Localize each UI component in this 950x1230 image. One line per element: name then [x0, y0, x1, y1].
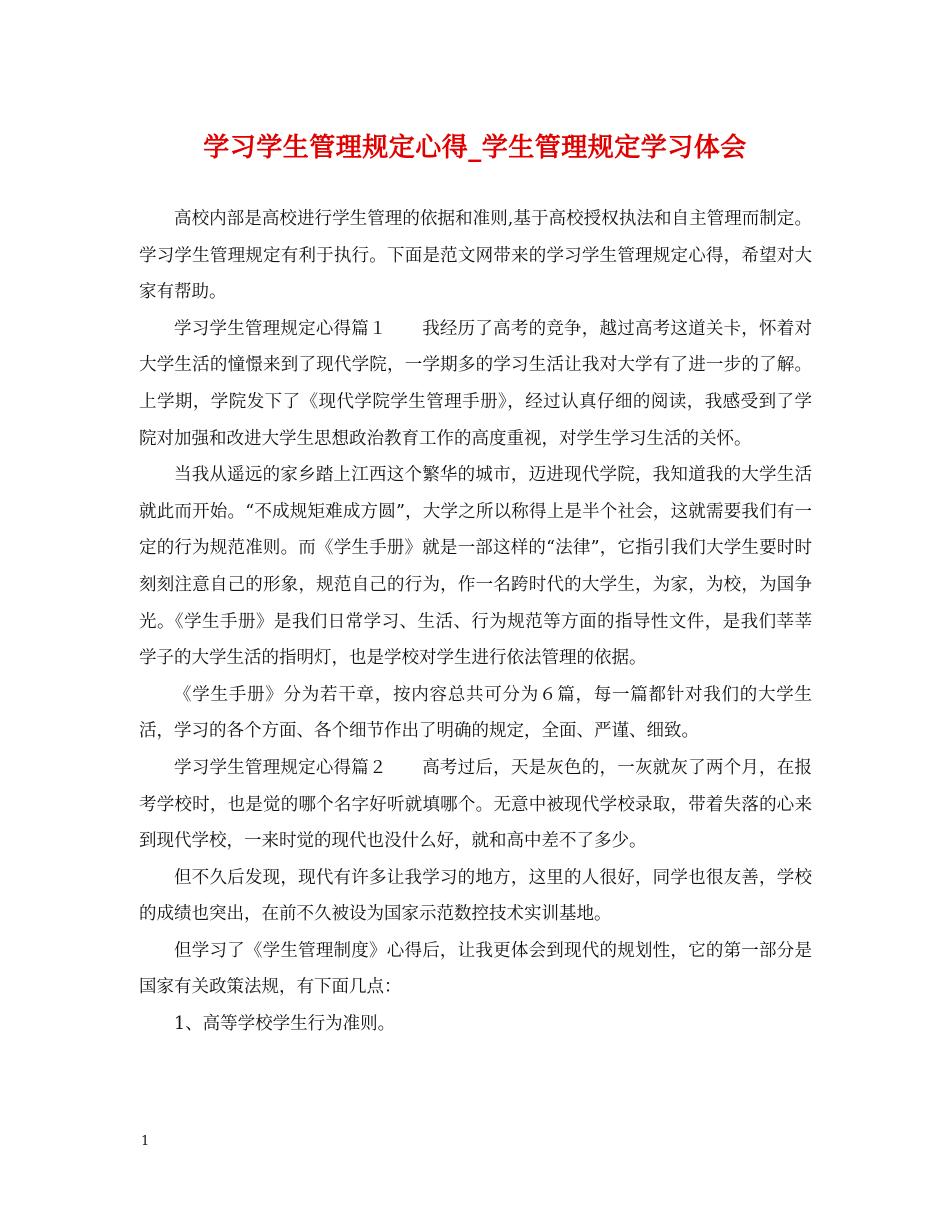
paragraph-essay-2-start: 学习学生管理规定心得篇２ 高考过后，天是灰色的，一灰就灰了两个月，在报考学校时，也是觉的哪个名字好听就填哪个。无意中被现代学校录取，带着失落的心来到现代学校，一来时觉的现代也没什么好，就和高中差不了多少。 — [139, 757, 812, 852]
paragraph-intro: 高校内部是高校进行学生管理的依据和准则,基于高校授权执法和自主管理而制定。学习学生管理规定有利于执行。下面是范文网带来的学习学生管理规定心得，希望对大家有帮助。 — [139, 209, 812, 303]
document-body — [139, 201, 812, 1043]
paragraph-discovery: 但不久后发现，现代有许多让我学习的地方，这里的人很好，同学也很友善，学校的成绩也突出，在前不久被设为国家示范数控技术实训基地。 — [139, 867, 812, 925]
document-title: 学习学生管理规定心得_学生管理规定学习体会 — [203, 133, 747, 163]
paragraph-essay-1-start: 学习学生管理规定心得篇１ 我经历了高考的竞争，越过高考这道关卡，怀着对大学生活的憧憬来到了现代学院，一学期多的学习生活让我对大学有了进一步的了解。上学期，学院发下了《现代学院学生管理手册》，经过认真仔细的阅读，我感受到了学院对加强和改进大学生思想政治教育工作的高度重视，对学生学习生活的关怀。 — [139, 318, 812, 449]
paragraph-regulations: 但学习了《学生管理制度》心得后，让我更体会到现代的规划性，它的第一部分是国家有关政策法规，有下面几点： — [139, 940, 812, 998]
paragraph-student-handbook: 当我从遥远的家乡踏上江西这个繁华的城市，迈进现代学院，我知道我的大学生活就此而开始。“不成规矩难成方圆”，大学之所以称得上是半个社会，这就需要我们有一定的行为规范准则。而《学生手册》就是一部这样的“法律”，它指引我们大学生要时时刻刻注意自己的形象，规范自己的行为，作一名跨时代的大学生，为家，为校，为国争光。《学生手册》是我们日常学习、生活、行为规范等方面的指导性文件，是我们莘莘学子的大学生活的指明灯，也是学校对学生进行依法管理的依据。 — [139, 465, 812, 669]
paragraph-handbook-chapters: 《学生手册》分为若干章，按内容总共可分为６篇，每一篇都针对我们的大学生活，学习的各个方面、各个细节作出了明确的规定，全面、严谨、细致。 — [139, 684, 812, 742]
page-number: 1 — [141, 1134, 150, 1149]
paragraph-list-item-1: 1、高等学校学生行为准则。 — [174, 1014, 396, 1035]
